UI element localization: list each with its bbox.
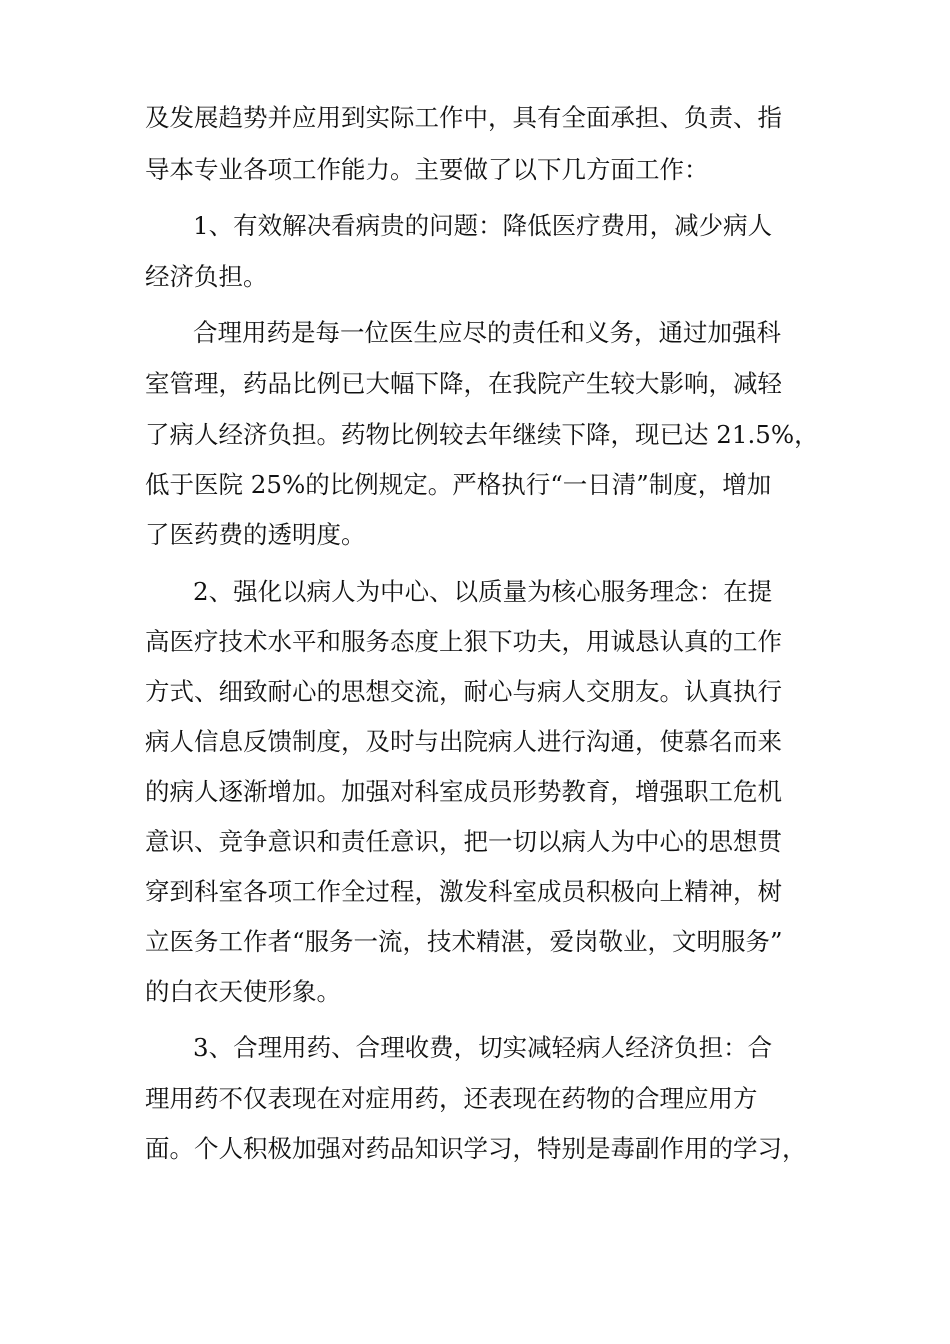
text-line: 1、有效解决看病贵的问题：降低医疗费用，减少病人 <box>193 211 773 240</box>
text-line: 意识、竞争意识和责任意识，把一切以病人为中心的思想贯 <box>145 827 782 856</box>
text-line: 低于医院 25%的比例规定。严格执行“一日清”制度，增加 <box>145 470 772 499</box>
text-line: 理用药不仅表现在对症用药，还表现在药物的合理应用方 <box>145 1084 758 1113</box>
text-line: 高医疗技术水平和服务态度上狠下功夫，用诚恳认真的工作 <box>145 627 782 656</box>
text-line: 面。个人积极加强对药品知识学习，特别是毒副作用的学习， <box>145 1134 807 1163</box>
text-line: 的病人逐渐增加。加强对科室成员形势教育，增强职工危机 <box>145 777 782 806</box>
text-line: 合理用药是每一位医生应尽的责任和义务，通过加强科 <box>193 318 781 347</box>
text-line: 立医务工作者“服务一流，技术精湛，爱岗敬业，文明服务” <box>145 927 783 956</box>
text-line: 经济负担。 <box>145 262 268 291</box>
text-line: 3、合理用药、合理收费，切实减轻病人经济负担：合 <box>193 1033 773 1062</box>
text-line: 病人信息反馈制度，及时与出院病人进行沟通，使慕名而来 <box>145 727 782 756</box>
text-line: 穿到科室各项工作全过程，激发科室成员积极向上精神，树 <box>145 877 782 906</box>
text-line: 及发展趋势并应用到实际工作中，具有全面承担、负责、指 <box>145 103 782 132</box>
text-line: 2、强化以病人为中心、以质量为核心服务理念：在提 <box>193 577 773 606</box>
text-line: 了医药费的透明度。 <box>145 520 366 549</box>
text-line: 方式、细致耐心的思想交流，耐心与病人交朋友。认真执行 <box>145 677 782 706</box>
text-line: 导本专业各项工作能力。主要做了以下几方面工作： <box>145 155 709 184</box>
text-line: 室管理，药品比例已大幅下降，在我院产生较大影响，减轻 <box>145 369 782 398</box>
text-line: 了病人经济负担。药物比例较去年继续下降，现已达 21.5%， <box>145 420 819 449</box>
text-line: 的白衣天使形象。 <box>145 977 341 1006</box>
